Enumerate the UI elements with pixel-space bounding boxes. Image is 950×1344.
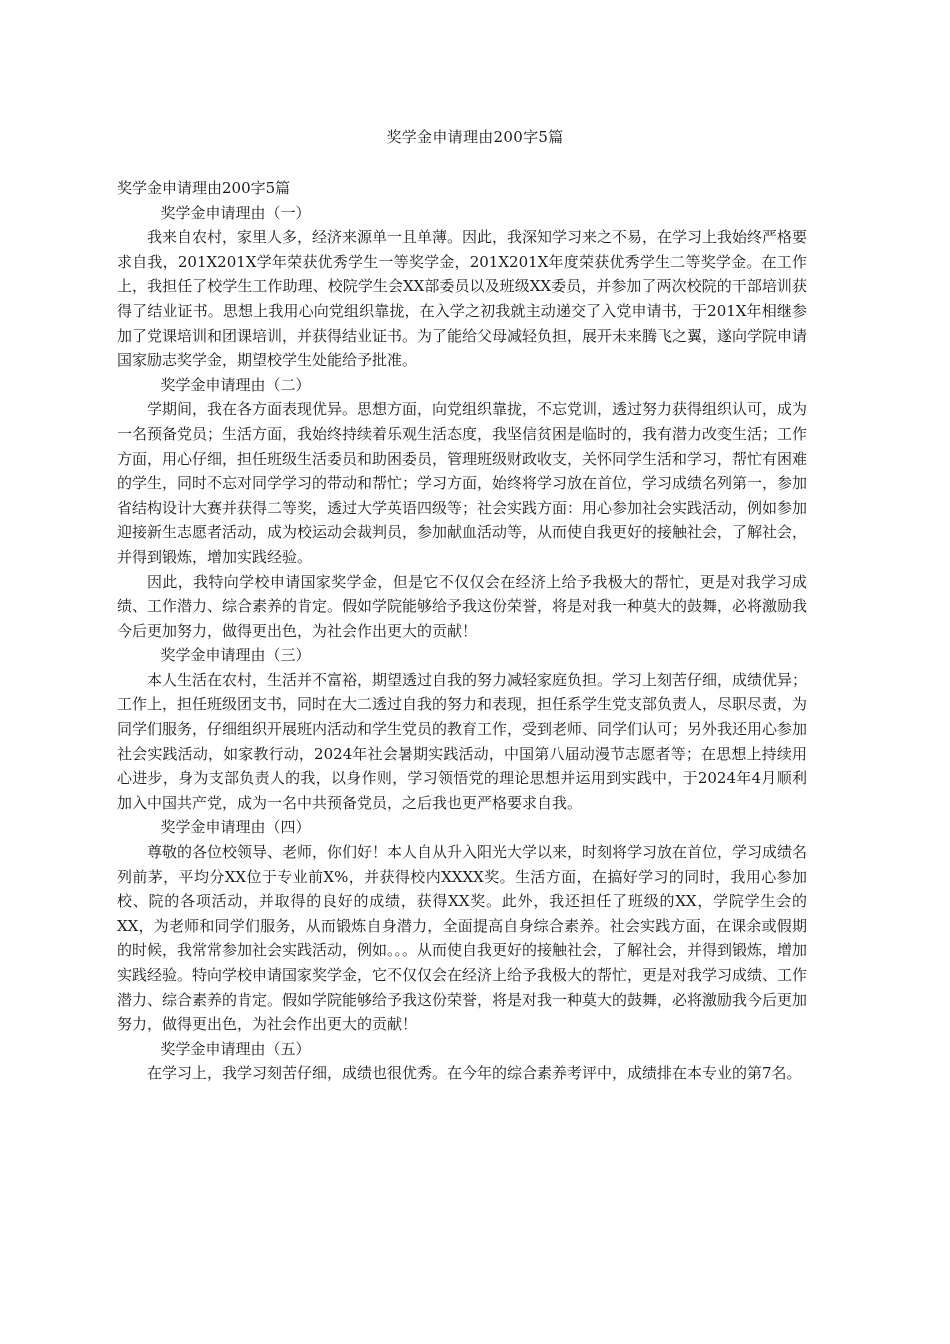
section-4-paragraph-1: 尊敬的各位校领导、老师，你们好！本人自从升入阳光大学以来，时刻将学习放在首位，学习成绩名列前茅，平均分XX位于专业前X%，并获得校内XXXX奖。生活方面，在搞好学习的同时，我用心参加校、院的各项活动，并取得的良好的成绩，获得XX奖。此外，我还担任了班级的XX，学院学生会的XX，为老师和同学们服务，从而锻炼自身潜力，全面提高自身综合素养。社会实践方面，在课余或假期的时候，我常常参加社会实践活动，例如。。。从而使自我更好的接触社会，了解社会，并得到锻炼，增加实践经验。特向学校申请国家奖学金，它不仅仅会在经济上给予我极大的帮忙，更是对我学习成绩、工作潜力、综合素养的肯定。假如学院能够给予我这份荣誉，将是对我一种莫大的鼓舞，必将激励我今后更加努力，做得更出色，为社会作出更大的贡献！ [117, 843, 808, 1034]
document-subtitle: 奖学金申请理由200字5篇 [117, 179, 291, 197]
section-heading-4: 奖学金申请理由（四） [160, 818, 311, 837]
section-3-paragraph-1: 本人生活在农村，生活并不富裕，期望透过自我的努力减轻家庭负担。学习上刻苦仔细，成绩优异；工作上，担任班级团支书，同时在大二透过自我的努力和表现，担任系学生党支部负责人，尽职尽责，为同学们服务，仔细组织开展班内活动和学生党员的教育工作，受到老师、同学们认可；另外我还用心参加社会实践活动，如家教行动，2024年社会暑期实践活动，中国第八届动漫节志愿者等；在思想上持续用心进步，身为支部负责人的我，以身作则，学习领悟党的理论思想并运用到实践中，于2024年4月顺利加入中国共产党，成为一名中共预备党员，之后我也更严格要求自我。 [117, 670, 808, 812]
section-heading-5: 奖学金申请理由（五） [160, 1039, 311, 1058]
section-heading-1: 奖学金申请理由（一） [160, 203, 311, 222]
document-title: 奖学金申请理由200字5篇 [386, 128, 564, 146]
section-2-paragraph-2: 因此，我特向学校申请国家奖学金，但是它不仅仅会在经济上给予我极大的帮忙，更是对我学习成绩、工作潜力、综合素养的肯定。假如学院能够给予我这份荣誉，将是对我一种莫大的鼓舞，必将激励我今后更加努力，做得更出色，为社会作出更大的贡献！ [117, 572, 808, 640]
section-5-paragraph-1: 在学习上，我学习刻苦仔细，成绩也很优秀。在今年的综合素养考评中，成绩排在本专业的第7名。 [147, 1064, 802, 1083]
section-heading-2: 奖学金申请理由（二） [160, 375, 311, 394]
section-1-paragraph-1: 我来自农村，家里人多，经济来源单一且单薄。因此，我深知学习来之不易，在学习上我始终严格要求自我，201X201X学年荣获优秀学生一等奖学金，201X201X年度荣获优秀学生二等奖学金。在工作上，我担任了校学生工作助理、校院学生会XX部委员以及班级XX委员，并参加了两次校院的干部培训获得了结业证书。思想上我用心向党组织靠拢，在入学之初我就主动递交了入党申请书，于201X年相继参加了党课培训和团课培训，并获得结业证书。为了能给父母减轻负担，展开未来腾飞之翼，遂向学院申请国家励志奖学金，期望校学生处能给予批准。 [117, 228, 808, 370]
document-body [117, 176, 807, 1086]
section-heading-3: 奖学金申请理由（三） [160, 646, 311, 665]
section-2-paragraph-1: 学期间，我在各方面表现优异。思想方面，向党组织靠拢，不忘党训，透过努力获得组织认可，成为一名预备党员；生活方面，我始终持续着乐观生活态度，我坚信贫困是临时的，我有潜力改变生活；工作方面，用心仔细，担任班级生活委员和助困委员，管理班级财政收支，关怀同学生活和学习，帮忙有困难的学生，同时不忘对同学学习的带动和帮忙；学习方面，始终将学习放在首位，学习成绩名列第一，参加省结构设计大赛并获得二等奖，透过大学英语四级等；社会实践方面：用心参加社会实践活动，例如参加迎接新生志愿者活动，成为校运动会裁判员，参加献血活动等，从而使自我更好的接触社会，了解社会，并得到锻炼，增加实践经验。 [117, 400, 808, 566]
